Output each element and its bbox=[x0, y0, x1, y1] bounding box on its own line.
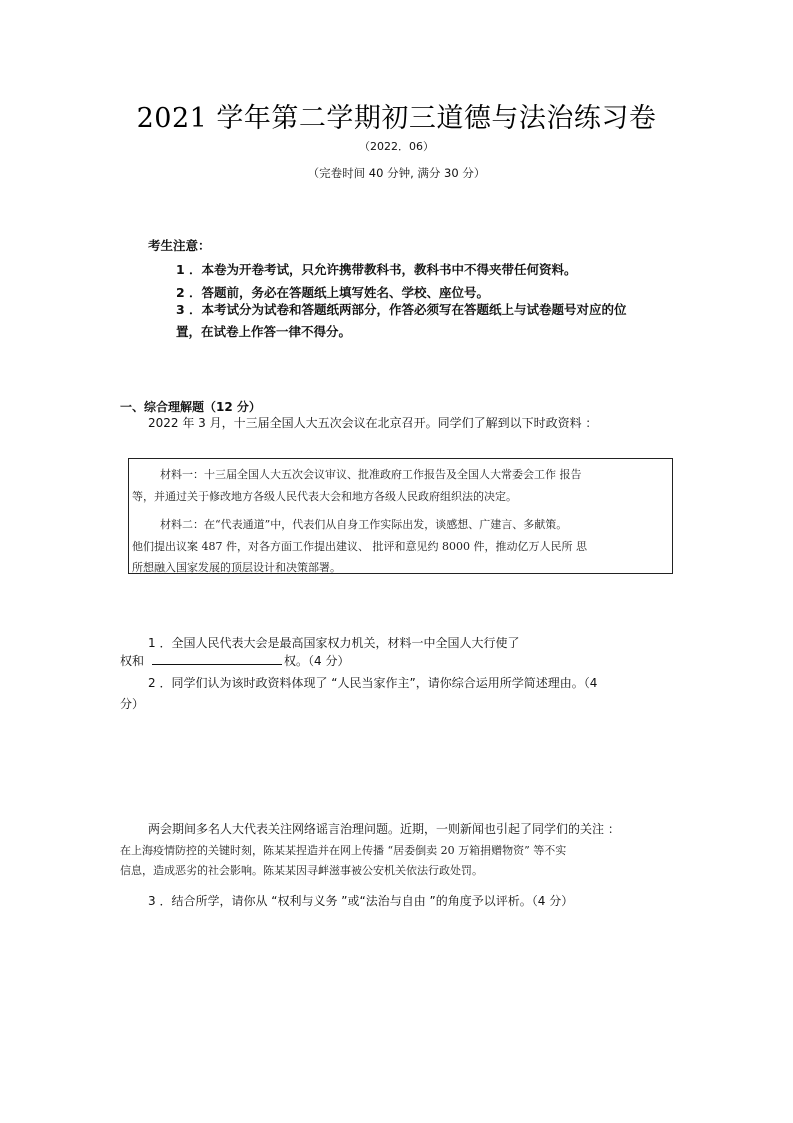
news-line: 信息，造成恶劣的社会影响。陈某某因寻衅滋事被公安机关依法行政处罚。 bbox=[120, 864, 483, 877]
news-intro: 两会期间多名人大代表关注网络谣言治理问题。近期，一则新闻也引起了同学们的关注 ： bbox=[148, 822, 620, 836]
question-1-suffix: 权。（4 分） bbox=[284, 654, 350, 668]
material-line: 材料一：十三届全国人大五次会议审议、批准政府工作报告及全国人大常委会工作 报告 bbox=[160, 468, 582, 481]
section-heading: 一、综合理解题（12 分） bbox=[120, 400, 261, 414]
question-2: 2 ．同学们认为该时政资料体现了 “人民当家作主”，请你综合运用所学简述理由。（4 bbox=[148, 676, 598, 690]
notice-heading: 考生注意： bbox=[148, 238, 211, 253]
exam-date: （2022．06） bbox=[359, 140, 434, 153]
question-1-blank-line bbox=[120, 652, 349, 669]
material-line: 所想融入国家发展的顶层设计和决策部署。 bbox=[132, 561, 341, 574]
notice-item: 3 ．本考试分为试卷和答题纸两部分，作答必须写在答题纸上与试卷题号对应的位 bbox=[176, 302, 627, 317]
notice-item: 1 ．本卷为开卷考试，只允许携带教科书，教科书中不得夹带任何资料。 bbox=[176, 262, 577, 277]
question-2-cont: 分） bbox=[120, 697, 145, 711]
question-3: 3 ．结合所学，请你从 “权利与义务 ”或“法治与自由 ”的角度予以评析。（4 分） bbox=[148, 894, 574, 908]
material-line: 他们提出议案 487 件，对各方面工作提出建议、 批评和意见约 8000 件，推动亿万人民所 思 bbox=[132, 540, 587, 553]
question-1-prefix: 权和 bbox=[120, 654, 145, 668]
material-line: 材料二：在“代表通道”中，代表们从自身工作实际出发，谈感想、广建言、多献策。 bbox=[160, 518, 568, 531]
answer-blank bbox=[152, 653, 282, 665]
section-intro: 2022 年 3 月，十三届全国人大五次会议在北京召开。同学们了解到以下时政资料 ： bbox=[148, 416, 598, 430]
notice-item: 置，在试卷上作答一律不得分。 bbox=[176, 324, 352, 339]
exam-title: 2021 学年第二学期初三道德与法治练习卷 bbox=[136, 103, 657, 134]
news-line: 在上海疫情防控的关键时刻，陈某某捏造并在网上传播 “居委倒卖 20 万箱捐赠物资” 等不实 bbox=[120, 844, 567, 857]
question-1: 1 ．全国人民代表大会是最高国家权力机关，材料一中全国人大行使了 bbox=[148, 636, 520, 650]
exam-time-info: （完卷时间 40 分钟, 满分 30 分） bbox=[307, 166, 486, 180]
notice-item: 2 ．答题前，务必在答题纸上填写姓名、学校、座位号。 bbox=[176, 285, 490, 300]
material-line: 等，并通过关于修改地方各级人民代表大会和地方各级人民政府组织法的决定。 bbox=[132, 490, 517, 503]
